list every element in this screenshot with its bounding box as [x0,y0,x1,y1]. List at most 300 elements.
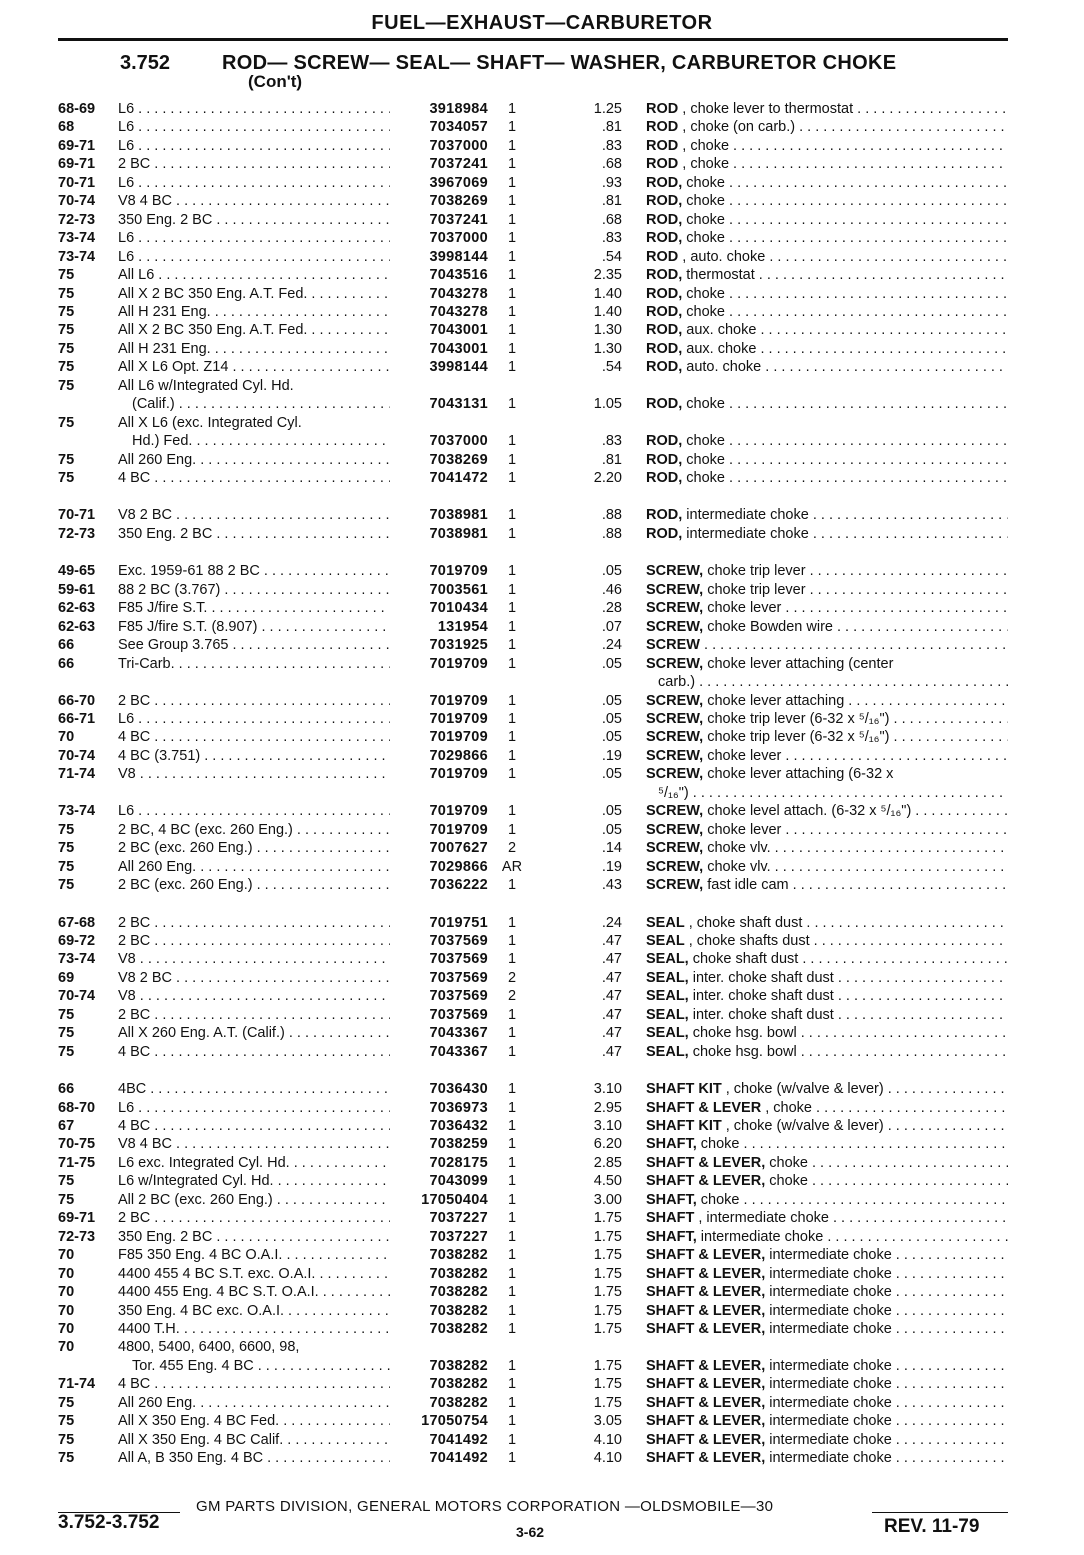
application: Exc. 1959-61 88 2 BC . . . [118,562,390,580]
part-name [646,987,1008,1005]
application: L6 w/Integrated Cyl. Hd. . . . [118,1172,390,1190]
quantity: 1 [507,470,517,486]
part-name [646,211,1008,229]
application: 4 BC . . . [118,1043,390,1061]
part-name-detail: choke [696,1136,740,1153]
part-name-detail: choke trip lever [703,563,806,580]
model-years: 75 [58,470,75,486]
quantity: 1 [507,340,517,357]
table-row [0,950,1084,968]
quantity: 1 [507,1043,517,1060]
part-name-keyword: SEAL, [646,1006,689,1023]
price: .47 [601,988,622,1005]
application: 2 BC . . . [118,932,390,950]
part-name-detail: choke [682,211,725,228]
model-years: 72-73 [58,525,96,542]
application: All X 350 Eng. 4 BC Fed. . . . [118,1412,390,1430]
price: .47 [601,1025,622,1042]
part-name [646,932,1008,950]
price: .47 [601,932,622,949]
table-row [0,765,1084,783]
application: 2 BC, 4 BC (exc. 260 Eng.) . . . [118,821,390,839]
table-row [0,229,1084,247]
part-name [646,248,1008,266]
part-name [646,1431,1008,1449]
price: 1.40 [593,303,622,320]
part-number: 7007627 [429,840,488,857]
part-name-keyword: SEAL, [646,1043,689,1060]
part-name [646,1302,1008,1320]
application: L6 . . . [118,118,390,136]
part-number: 7019709 [429,692,488,709]
application: V8 . . . [118,987,390,1005]
application: All A, B 350 Eng. 4 BC . . . [118,1449,390,1467]
application: 4400 455 4 BC S.T. exc. O.A.I. . . . [118,1265,390,1283]
part-name-detail: choke [682,193,725,210]
table-row [0,969,1084,987]
quantity: 1 [507,1136,517,1153]
table-row [0,802,1084,820]
table-row [0,673,1084,691]
model-years: 75 [58,858,75,875]
part-name-keyword: ROD, [646,451,683,468]
part-name-keyword: SCREW, [646,803,704,820]
table-row [0,1006,1084,1024]
model-years: 75 [58,1025,75,1042]
application: V8 4 BC . . . [118,192,390,210]
part-name [646,728,1008,746]
model-years: 68 [58,119,75,136]
table-row [0,118,1084,136]
part-name-detail: , auto. choke [678,248,766,265]
part-name [646,1154,1008,1172]
part-name [646,1117,1008,1135]
part-name [646,192,1008,210]
part-name-keyword: SHAFT & LEVER, [646,1320,766,1337]
part-name-detail: auto. choke [682,359,762,376]
part-name-keyword: SEAL, [646,969,689,986]
part-name-keyword: SHAFT, [646,1228,697,1245]
part-name [646,969,1008,987]
application: (Calif.) . . . [132,395,390,413]
part-number: 7031925 [429,637,488,654]
model-years: 70-74 [58,988,96,1005]
model-years: 69-72 [58,932,96,949]
price: .19 [601,747,622,764]
price: .05 [601,563,622,580]
model-years: 70-74 [58,193,96,210]
model-years: 69-71 [58,1210,96,1227]
application: 2 BC (exc. 260 Eng.) . . . [118,839,390,857]
group-number: 3.752 [120,52,171,74]
price: .46 [601,581,622,598]
table-row [0,192,1084,210]
part-number: 7036432 [429,1118,488,1134]
quantity: 1 [507,1320,517,1337]
part-number: 7037569 [429,988,488,1005]
model-years: 66-70 [58,692,96,709]
part-number: 7038282 [429,1284,488,1300]
table-row [0,340,1084,358]
part-name-detail: intermediate choke [765,1247,892,1264]
part-name [646,155,1008,173]
part-number: 7037569 [429,969,488,986]
price: .93 [601,174,622,191]
price: .83 [601,230,622,247]
table-row [0,174,1084,192]
quantity: 1 [507,1210,517,1227]
part-name [646,100,1008,118]
part-number: 7041472 [429,470,488,486]
application: L6 . . . [118,802,390,820]
part-name-detail: choke hsg. bowl [688,1043,797,1060]
part-number: 7041492 [429,1450,488,1467]
model-years: 68-69 [58,101,96,117]
table-row [0,599,1084,617]
model-years: 66 [58,655,75,672]
part-name-keyword: ROD, [646,230,683,247]
price: .54 [601,359,622,376]
part-name [646,1357,1008,1375]
part-name-detail: inter. choke shaft dust [688,1006,834,1023]
part-name-keyword: SHAFT & LEVER, [646,1173,766,1190]
part-name-keyword: SEAL [646,932,685,949]
part-name [646,266,1008,284]
part-number: 7043278 [429,303,488,320]
quantity: 1 [507,193,517,210]
application: V8 . . . [118,950,390,968]
application: 4800, 5400, 6400, 6600, 98, [118,1339,300,1356]
part-number: 7037569 [429,932,488,949]
part-number: 7037569 [429,951,488,968]
quantity: 1 [507,1284,517,1300]
part-name-detail: intermediate choke [682,525,809,542]
quantity: 1 [507,581,517,598]
part-name-detail: choke [682,285,725,302]
part-name-keyword: SCREW, [646,711,704,727]
model-years: 72-73 [58,1228,96,1245]
model-years: 75 [58,303,75,320]
quantity: 1 [507,174,517,191]
quantity: 1 [507,101,517,117]
model-years: 67 [58,1118,75,1134]
part-name [646,1135,1008,1153]
part-name-keyword: ROD [646,137,679,154]
model-years: 66 [58,637,75,654]
part-name [646,655,1008,673]
part-name-detail: intermediate choke [765,1284,892,1300]
part-number: 7043367 [429,1025,488,1042]
group-continued: (Con't) [248,72,303,91]
model-years: 73-74 [58,951,96,968]
page-number: 3-62 [516,1524,545,1540]
table-row [0,636,1084,654]
model-years: 71-74 [58,1376,96,1393]
part-name-detail: choke trip lever [703,581,806,598]
part-name-detail: choke [682,470,725,486]
price: .88 [601,525,622,542]
application: All H 231 Eng. . . . [118,340,390,358]
application: All 260 Eng. . . . [118,858,390,876]
part-name [646,1375,1008,1393]
quantity: 1 [507,637,517,654]
part-name [646,340,1008,358]
model-years: 71-74 [58,766,96,783]
part-name-detail: choke [682,451,725,468]
model-years: 75 [58,821,75,838]
part-name [646,821,1008,839]
part-number: 7029866 [429,747,488,764]
application: L6 . . . [118,710,390,728]
model-years: 70 [58,1247,75,1264]
application: All 260 Eng. . . . [118,1394,390,1412]
model-years: 75 [58,267,75,283]
part-name [646,1099,1008,1117]
table-row [0,747,1084,765]
quantity: 1 [507,1265,517,1282]
part-name-keyword: SHAFT KIT [646,1118,722,1134]
quantity: 1 [507,433,517,450]
part-name-detail: , choke [678,156,730,173]
part-number: 7043516 [429,267,488,283]
part-name [646,469,1008,487]
application: 2 BC (exc. 260 Eng.) . . . [118,876,390,894]
quantity: 1 [507,396,517,413]
price: .19 [601,858,622,875]
part-name-detail: intermediate choke [765,1302,892,1319]
part-number: 17050754 [421,1413,488,1430]
table-row [0,1024,1084,1042]
table-row [0,1394,1084,1412]
model-years: 75 [58,1173,75,1190]
table-row [0,1043,1084,1061]
price: .05 [601,803,622,820]
part-name-keyword: SCREW, [646,729,704,746]
part-name-keyword: ROD, [646,470,683,486]
part-number: 7019709 [429,563,488,580]
application: 88 2 BC (3.767) . . . [118,581,390,599]
part-name-detail: intermediate choke [765,1376,892,1393]
quantity: 1 [507,655,517,672]
part-name-keyword: SHAFT [646,1210,695,1227]
table-row [0,692,1084,710]
model-years: 73-74 [58,230,96,247]
quantity: 1 [507,877,517,893]
part-name-detail: intermediate choke [765,1431,892,1448]
price: 2.85 [593,1154,622,1171]
price: 1.75 [593,1228,622,1245]
part-name [646,358,1008,376]
model-years: 73-74 [58,803,96,820]
part-name-detail: choke [682,303,725,320]
part-name-detail: , choke shafts dust [684,932,810,949]
price: .24 [601,914,622,931]
part-name-detail: choke Bowden wire [703,618,833,635]
quantity: 1 [507,1191,517,1208]
application: 4 BC . . . [118,469,390,487]
model-years: 70 [58,1302,75,1319]
application: All 2 BC (exc. 260 Eng.) . . . [118,1191,390,1209]
part-name-detail: choke [682,174,725,191]
table-row [0,1172,1084,1190]
footer-rule-right [872,1512,1008,1513]
part-name-keyword: ROD [646,101,679,117]
part-name [646,618,1008,636]
price: .88 [601,507,622,524]
table-row [0,358,1084,376]
model-years: 75 [58,1191,75,1208]
part-name-keyword: SHAFT & LEVER, [646,1450,766,1467]
part-number: 7010434 [429,600,488,617]
part-name-detail: inter. choke shaft dust [688,988,834,1005]
table-row [0,525,1084,543]
application: 4 BC . . . [118,1375,390,1393]
table-row [0,1375,1084,1393]
part-number: 7029866 [429,858,488,875]
part-name [646,1394,1008,1412]
part-number: 7019709 [429,821,488,838]
part-number: 7037241 [429,156,488,173]
application: 2 BC . . . [118,692,390,710]
part-name [646,747,1008,765]
price: .68 [601,211,622,228]
quantity: 1 [507,322,517,339]
model-years: 62-63 [58,618,96,635]
application: 350 Eng. 2 BC . . . [118,525,390,543]
table-row [0,1265,1084,1283]
price: .81 [601,193,622,210]
application: All L6 w/Integrated Cyl. Hd. [118,377,294,394]
part-name [646,321,1008,339]
price: 1.75 [593,1284,622,1300]
part-name-keyword: SCREW, [646,877,704,893]
application: 4 BC . . . [118,728,390,746]
table-row [0,395,1084,413]
part-number: 7019751 [429,914,488,931]
table-row [0,1191,1084,1209]
price: .05 [601,692,622,709]
table-row [0,876,1084,894]
part-number: 7043278 [429,285,488,302]
part-name-keyword: ROD, [646,285,683,302]
application: 2 BC . . . [118,1006,390,1024]
quantity: 1 [507,137,517,154]
part-name [646,1320,1008,1338]
part-name-keyword: SCREW, [646,692,704,709]
part-number: 3998144 [429,248,488,265]
price: 1.75 [593,1265,622,1282]
part-name [646,1080,1008,1098]
part-name [646,581,1008,599]
part-number: 7036430 [429,1081,488,1098]
price: .83 [601,137,622,154]
price: .47 [601,969,622,986]
part-name [646,395,1008,413]
table-row [0,932,1084,950]
part-name [646,1191,1008,1209]
model-years: 75 [58,877,75,893]
part-number: 7043131 [429,396,488,413]
quantity: 1 [507,230,517,247]
price: 1.40 [593,285,622,302]
quantity: 1 [507,211,517,228]
price: .07 [601,618,622,635]
part-name-detail: , choke shaft dust [684,914,803,931]
table-row [0,1209,1084,1227]
part-name [646,1246,1008,1264]
model-years: 70 [58,1320,75,1337]
model-years: 66 [58,1081,75,1098]
quantity: 1 [507,1173,517,1190]
part-name-keyword: ROD, [646,174,683,191]
part-number: 7038282 [429,1394,488,1411]
table-row [0,377,1084,395]
price: .47 [601,1006,622,1023]
part-name-keyword: SHAFT & LEVER, [646,1376,766,1393]
model-years: 62-63 [58,600,96,617]
application: All H 231 Eng. . . . [118,303,390,321]
quantity: 1 [507,600,517,617]
part-name-keyword: ROD [646,248,679,265]
table-row [0,1320,1084,1338]
quantity: 1 [507,248,517,265]
part-name-keyword: ROD, [646,359,683,376]
part-name-detail: choke [765,1173,808,1190]
part-number: 7037000 [429,137,488,154]
footer-group-range: 3.752-3.752 [58,1512,160,1533]
application: All X 260 Eng. A.T. (Calif.) . . . [118,1024,390,1042]
quantity: 1 [507,1413,517,1430]
part-number: 7038282 [429,1320,488,1337]
application: V8 2 BC . . . [118,969,390,987]
application: Tri-Carb. . . . [118,655,390,673]
price: 1.30 [593,322,622,339]
quantity: 1 [507,729,517,746]
quantity: 1 [507,803,517,820]
application: All X 350 Eng. 4 BC Calif. . . . [118,1431,390,1449]
price: 2.35 [593,267,622,283]
application: F85 J/fire S.T. . . . [118,599,390,617]
quantity: 1 [507,951,517,968]
model-years: 75 [58,840,75,857]
part-name [646,950,1008,968]
part-name-continued: carb.) . . . [658,673,1008,691]
application: 350 Eng. 4 BC exc. O.A.I. . . . [118,1302,390,1320]
part-number: 17050404 [421,1191,488,1208]
part-name-detail: choke [765,1154,808,1171]
quantity: 1 [507,932,517,949]
part-name [646,1449,1008,1467]
quantity: 1 [507,711,517,727]
part-name [646,451,1008,469]
table-row [0,137,1084,155]
price: 3.05 [593,1413,622,1430]
part-number: 7038269 [429,193,488,210]
price: 1.75 [593,1394,622,1411]
model-years: 75 [58,1413,75,1430]
group-title: ROD— SCREW— SEAL— SHAFT— WASHER, CARBURETOR CHOKE [222,52,897,74]
part-name-keyword: ROD, [646,433,683,450]
part-name-keyword: SHAFT & LEVER, [646,1154,766,1171]
part-name-keyword: SEAL, [646,951,689,968]
part-number: 7034057 [429,119,488,136]
part-name-detail: intermediate choke [765,1394,892,1411]
quantity: 1 [507,303,517,320]
price: 1.05 [593,396,622,413]
part-name-keyword: SCREW, [646,766,704,783]
application: 2 BC . . . [118,155,390,173]
table-row [0,914,1084,932]
